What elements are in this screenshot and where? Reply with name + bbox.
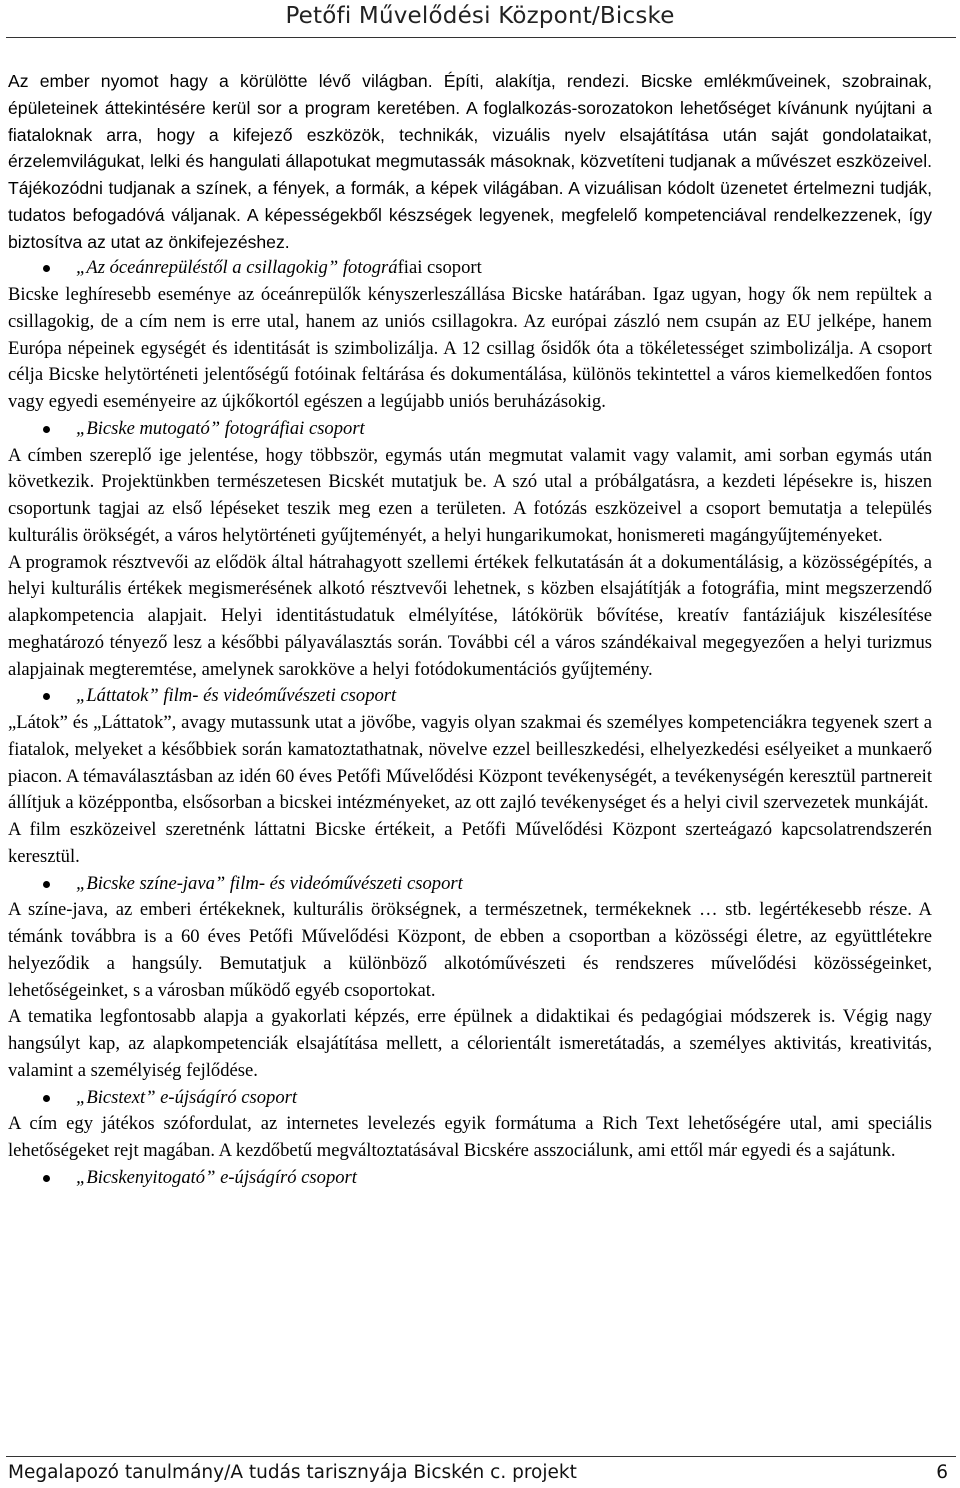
heading-text: „Bicske mutogató” fotográfiai csoport: [76, 417, 365, 439]
page-number: 6: [936, 1462, 948, 1483]
paragraph-lattatok-2: A film eszközeivel szeretnénk láttatni Bicske értékeit, a Petőfi Művelődési Központ szerteágazó kapcsolatrendszerén keresztül.: [8, 819, 932, 867]
page-header: Petőfi Művelődési Központ/Bicske: [285, 3, 675, 29]
heading-text: „Bicstext” e-újságíró csoport: [76, 1086, 298, 1108]
bullet-heading-bicstext: [8, 1085, 932, 1112]
bullet-dot-icon: [43, 693, 50, 700]
heading-italic-part: „Az óceánrepüléstől a csillagokig” fotográ: [76, 257, 398, 279]
bullet-heading-bicskenyitogato: [8, 1165, 932, 1192]
paragraph-bicske-mutogato-1: A címben szereplő ige jelentése, hogy többször, egymás után megmutat valamit vagy valamit, ami sorban egymás után következik. Projektünkben természetesen Bicskét mutatjuk be. A szó utal a próbálgatásra, a kezdeti lépésekre is, hiszen csoportunk tagjai az első lépéseket teszik meg ezen a területen. A fotózás eszközeivel a csoport bemutatja a település kulturális örökségét, a város helytörténeti gyűjteményét, a helyi hungarikumokat, honismereti magángyűjteményeket.: [8, 444, 932, 546]
footer-project-title: Megalapozó tanulmány/A tudás tarisznyája Bicskén c. projekt: [8, 1462, 577, 1483]
bullet-dot-icon: [43, 265, 50, 272]
heading-text: „Láttatok” film- és videóművészeti csoport: [76, 685, 397, 707]
bullet-dot-icon: [43, 1095, 50, 1102]
bullet-dot-icon: [43, 881, 50, 888]
bullet-dot-icon: [43, 426, 50, 433]
page-footer: [8, 1460, 948, 1486]
paragraph-lattatok-1: „Látok” és „Láttatok”, avagy mutassunk utat a jövőbe, vagyis olyan szakmai és személyes kompetenciákra tegyenek szert a fiatalok, melyeket a későbbiek során kamatoztathatnak, növelve ezzel beilleszkedési, elhelyezkedési esélyeiket a munkaerő piacon. A témaválasztásban az idén 60 éves Petőfi Művelődési Központ tevékenységét, a tevékenységén keresztül partnereit állítjuk a középpontba, elsősorban a bicskei intézményeket, az ott zajló tevékenységet és a helyi civil szervezetek munkáját.: [8, 712, 932, 814]
bullet-heading-bicske-mutogato: [8, 416, 932, 443]
bullet-heading-szine-java: [8, 871, 932, 898]
heading-text: „Bicske színe-java” film- és videóművészeti csoport: [76, 872, 463, 894]
heading-plain-part: fiai csoport: [397, 257, 482, 279]
intro-paragraph: Az ember nyomot hagy a körülötte lévő világban. Építi, alakítja, rendezi. Bicske emlékműveinek, szobrainak, épületeinek áttekintésére kerül sor a program keretében. A foglalkozás-sorozatokon lehetőséget kívánunk nyújtani a fiataloknak arra, hogy a kifejező eszközök, technikák, vizuális nyelv elsajátítása után saját gondolataikat, érzelemvilágukat, lelki és hangulati állapotukat megmutassák másoknak, közvetíteni tudjanak a művészet eszközeivel. Tájékozódni tudjanak a színek, a fények, a formák, a képek világában. A vizuálisan kódolt üzenetet értelmezni tudják, tudatos befogadóvá váljanak. A képességekből készségek legyenek, megfelelő kompetenciával rendelkezzenek, így biztosítva az utat az önkifejezéshez.: [8, 71, 932, 252]
heading-text: „Bicskenyitogató” e-újságíró csoport: [76, 1166, 357, 1188]
paragraph-bicske-mutogato-2: A programok résztvevői az elődök által hátrahagyott szellemi értékek felkutatásán át a dokumentálásig, a közösségépítés, a helyi kulturális értékek megismerésének alkotó résztvevői lehetnek, s közben elsajátítják a fotográfia, mint megszerzendő alapkompetencia alapjait. Helyi identitástudatuk elmélyítése, látókörük bővítése, kreatív fantáziájuk kiszélesítése meghatározó tényező lesz a későbbi pályaválasztás során. További cél a város szándékaival megegyezően a helyi turizmus alapjainak megteremtése, amelynek sarokköve a helyi fotódokumentációs gyűjtemény.: [8, 551, 932, 680]
paragraph-szine-java-1: A színe-java, az emberi értékeknek, kulturális örökségnek, a természetnek, termékeknek … stb. legértékesebb része. A témánk továbbra is a 60 éves Petőfi Művelődési Központ, de ebben a csoportban a közösségi életre, az együttlétekre helyeződik a hangsúly. Bemutatjuk a különböző alkotóművészeti és rendszeres művelődési közösségeinket, lehetőségeinket, s a városban működő egyéb csoportokat.: [8, 899, 932, 1001]
paragraph-bicstext: A cím egy játékos szófordulat, az internetes levelezés egyik formátuma a Rich Text lehetőségére utal, ami speciális lehetőségeket rejt magában. A kezdőbetű megváltoztatásával Bicskére asszociálunk, ami ettől már egyedi és a sajátunk.: [8, 1113, 932, 1161]
bullet-heading-oceanrepules: [8, 255, 932, 282]
bullet-dot-icon: [43, 1175, 50, 1182]
footer-divider: [6, 1456, 956, 1457]
paragraph-oceanrepules: Bicske leghíresebb eseménye az óceánrepülők kényszerleszállása Bicske határában. Igaz ugyan, hogy ők nem repültek a csillagokig, de a cím nem is erre utal, hanem az uniós csillagokra. Az európai zászló nem csupán az EU jelképe, hanem Európa népeinek egységét és identitását is szimbolizálja. A 12 csillag ősidők óta a tökéletességet szimbolizálja. A csoport célja Bicske helytörténeti jelentőségű fotóinak feltárása és dokumentálása, különös tekintettel a város kiemelkedően fontos vagy egyedi eseményeire az újkőkortól egészen a legújabb uniós beruházásokig.: [8, 284, 932, 412]
paragraph-szine-java-2: A tematika legfontosabb alapja a gyakorlati képzés, erre épülnek a didaktikai és pedagógiai módszerek is. Végig nagy hangsúlyt kap, az alapkompetenciák elsajátítása mellett, a célorientált ismeretátadás, a személyes aktivitás, kreativitás, valamint a személyiség fejlődése.: [8, 1006, 932, 1081]
document-body: [8, 68, 932, 1192]
bullet-heading-lattatok: [8, 683, 932, 710]
header-divider: [6, 37, 956, 38]
